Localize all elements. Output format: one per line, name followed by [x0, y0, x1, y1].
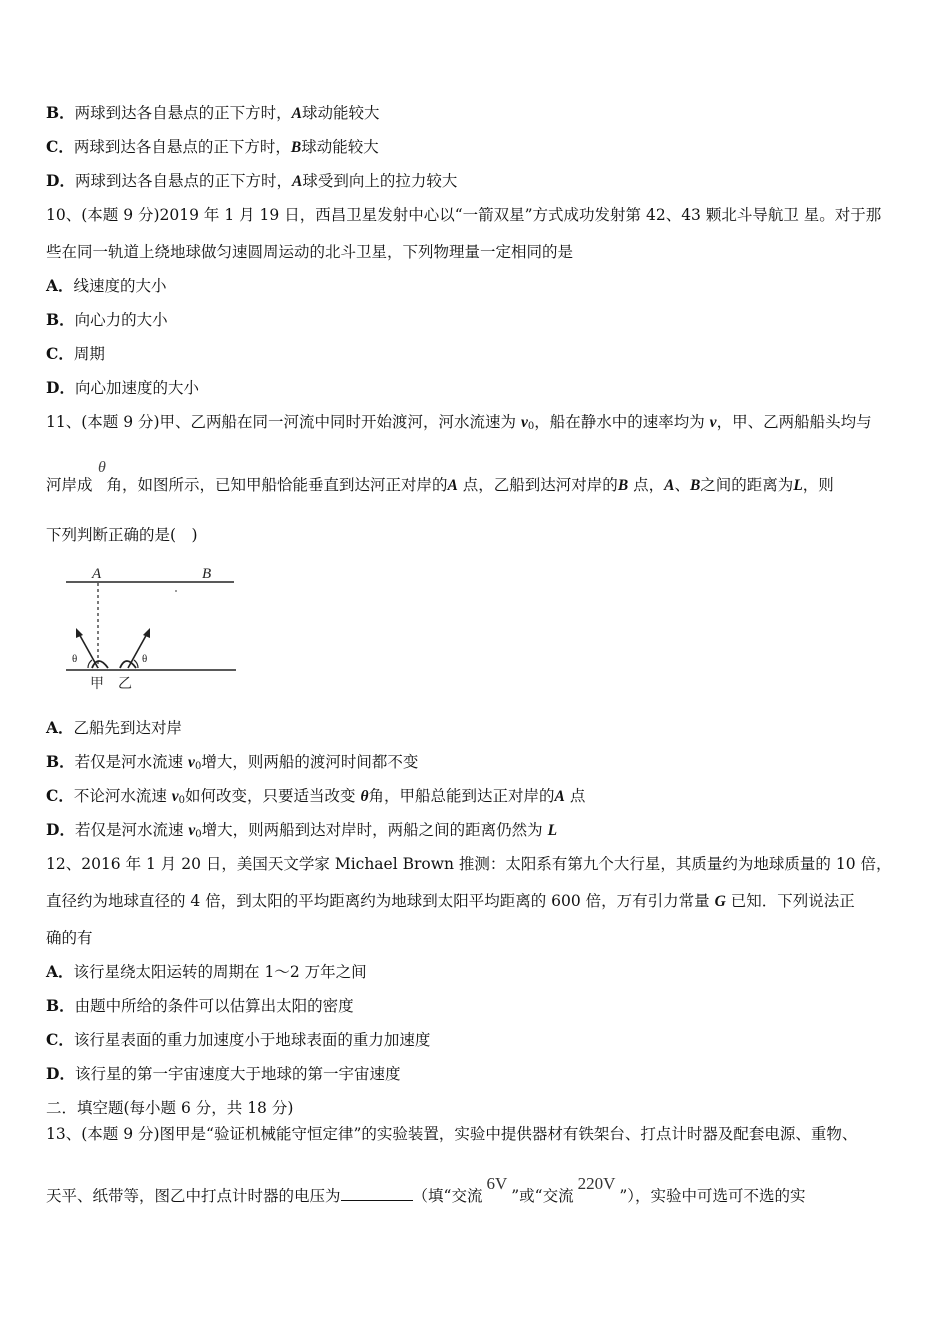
- voltage-220v: 220V: [577, 1174, 616, 1193]
- q12-option-b: B．由题中所给的条件可以估算出太阳的密度: [46, 996, 354, 1015]
- q12-stem-line1: 12、2016 年 1 月 20 日，美国天文学家 Michael Brown 推测：太阳系有第九个大行星，其质量约为地球质量的 10 倍，: [46, 855, 892, 873]
- q12-option-d: D．该行星的第一宇宙速度大于地球的第一宇宙速度: [46, 1064, 401, 1083]
- jia-arrowhead: [76, 628, 83, 638]
- q11-option-b: B．若仅是河水流速 v0增大，则两船的渡河时间都不变: [46, 752, 419, 772]
- voltage-6v: 6V: [486, 1174, 508, 1193]
- q11-option-d: D．若仅是河水流速 v0增大，则两船到达对岸时，两船之间的距离仍然为 L: [46, 820, 558, 840]
- q9-option-c: C．两球到达各自悬点的正下方时，B球动能较大: [46, 137, 379, 156]
- river-boats-figure: [62, 562, 242, 692]
- yi-label: 乙: [118, 676, 132, 692]
- q12-option-a: A．该行星绕太阳运转的周期在 1～2 万年之间: [46, 962, 367, 981]
- jia-theta: θ: [72, 653, 78, 665]
- yi-arrowhead: [143, 628, 150, 638]
- theta-symbol: θ: [98, 459, 106, 476]
- jia-label: 甲: [90, 676, 104, 692]
- point-b-label: B: [202, 566, 212, 582]
- option-label: D．: [46, 171, 75, 190]
- q13-stem-line2: 天平、纸带等，图乙中打点计时器的电压为 （填“交流6V”或“交流220V”），实验中可选可不选的实: [46, 1174, 806, 1205]
- q11-stem-line1: 11、(本题 9 分)甲、乙两船在同一河流中同时开始渡河，河水流速为 v0，船在静水中的速率均为 v，甲、乙两船船头均与: [46, 413, 872, 432]
- option-label: B．: [46, 103, 75, 122]
- q12-option-c: C．该行星表面的重力加速度小于地球表面的重力加速度: [46, 1030, 431, 1049]
- q10-option-d: D．向心加速度的大小: [46, 378, 199, 397]
- q9-option-d: D．两球到达各自悬点的正下方时，A球受到向上的拉力较大: [46, 171, 458, 190]
- yi-theta: θ: [142, 653, 148, 665]
- q9-option-b: B．两球到达各自悬点的正下方时，A球动能较大: [46, 103, 380, 122]
- q10-stem-line2: 些在同一轨道上绕地球做匀速圆周运动的北斗卫星，下列物理量一定相同的是: [46, 243, 574, 261]
- answer-blank[interactable]: [341, 1186, 413, 1201]
- q12-stem-line2: 直径约为地球直径的 4 倍，到太阳的平均距离约为地球到太阳平均距离的 600 倍，万有引力常量 G 已知．下列说法正: [46, 892, 855, 910]
- jia-angle-arc: [88, 660, 92, 668]
- q11-option-a: A．乙船先到达对岸: [46, 718, 183, 737]
- q13-stem-line1: 13、(本题 9 分)图甲是“验证机械能守恒定律”的实验装置，实验中提供器材有铁架台、打点计时器及配套电源、重物、: [46, 1125, 858, 1143]
- speck: [175, 590, 177, 592]
- q10-stem-line1: 10、(本题 9 分)2019 年 1 月 19 日，西昌卫星发射中心以“一箭双星”方式成功发射第 42、43 颗北斗导航卫 星。对于那: [46, 206, 882, 224]
- q11-option-c: C．不论河水流速 v0如何改变，只要适当改变 θ角，甲船总能到达正对岸的A 点: [46, 786, 586, 806]
- section-title: 二．填空题(每小题 6 分，共 18 分): [46, 1099, 294, 1117]
- q12-stem-line3: 确的有: [46, 929, 93, 947]
- q11-stem-line2: 河岸成 角，如图所示，已知甲船恰能垂直到达河正对岸的A 点，乙船到达河对岸的B 点，A、B之间的距离为L，则: [46, 476, 834, 494]
- point-a-label: A: [92, 566, 102, 582]
- option-label: C．: [46, 137, 74, 156]
- q10-option-a: A．线速度的大小: [46, 276, 167, 295]
- q10-option-c: C．周期: [46, 344, 105, 363]
- q10-option-b: B．向心力的大小: [46, 310, 168, 329]
- q11-stem-line3: 下列判断正确的是( ): [46, 526, 198, 544]
